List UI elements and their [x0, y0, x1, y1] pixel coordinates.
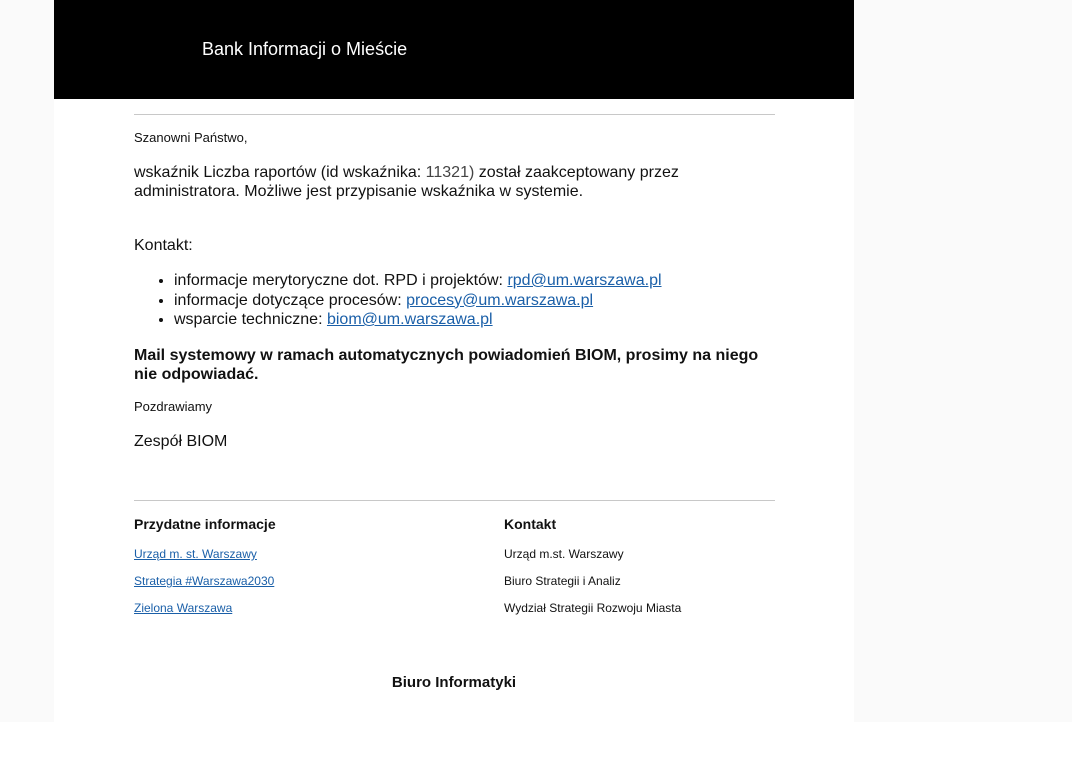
footer-contact-item: Urząd m.st. Warszawy — [504, 547, 624, 561]
contact-label: wsparcie techniczne: — [174, 311, 327, 328]
footer-link-zielona[interactable]: Zielona Warszawa — [134, 601, 233, 615]
message-prefix: wskaźnik Liczba raportów (id wskaźnika: — [134, 164, 426, 181]
contact-item-biom — [174, 310, 662, 330]
divider-top — [134, 114, 775, 115]
contact-label: informacje dotyczące procesów: — [174, 291, 407, 309]
divider-bottom — [134, 500, 775, 501]
email-link-rpd[interactable]: rpd@um.warszawa.pl — [507, 272, 662, 289]
footer-contact-title: Kontakt — [504, 516, 557, 532]
footer-contact-item: Wydział Strategii Rozwoju Miasta — [504, 601, 682, 615]
system-mail-notice: Mail systemowy w ramach automatycznych powiadomień BIOM, prosimy na niego nie odpowiadać. — [134, 347, 759, 383]
contact-label: informacje merytoryczne dot. RPD i projektów: — [174, 272, 508, 289]
contact-item-rpd — [174, 271, 662, 291]
contact-list — [134, 271, 662, 330]
signature: Zespół BIOM — [134, 433, 228, 450]
footer-brand: Biuro Informatyki — [391, 674, 517, 691]
header-title: Bank Informacji o Mieście — [202, 39, 408, 59]
footer-useful-title: Przydatne informacje — [134, 516, 276, 532]
footer-contact-item: Biuro Strategii i Analiz — [504, 574, 621, 588]
email-body — [54, 0, 854, 722]
contact-item-procesy — [174, 291, 662, 311]
greeting: Szanowni Państwo, — [134, 130, 248, 145]
email-link-procesy[interactable]: procesy@um.warszawa.pl — [406, 291, 594, 309]
message-text — [134, 163, 694, 201]
contact-heading: Kontakt: — [134, 237, 193, 254]
footer-link-strategia[interactable]: Strategia #Warszawa2030 — [134, 574, 275, 588]
regards: Pozdrawiamy — [134, 399, 213, 414]
footer-link-urzad[interactable]: Urząd m. st. Warszawy — [134, 547, 257, 561]
message-suffix: został zaakceptowany przez administratora. Możliwe jest przypisanie wskaźnika w systemie. — [134, 164, 679, 200]
indicator-id: 11321) — [425, 164, 475, 181]
email-link-biom[interactable]: biom@um.warszawa.pl — [326, 311, 493, 328]
email-header — [54, 0, 854, 99]
